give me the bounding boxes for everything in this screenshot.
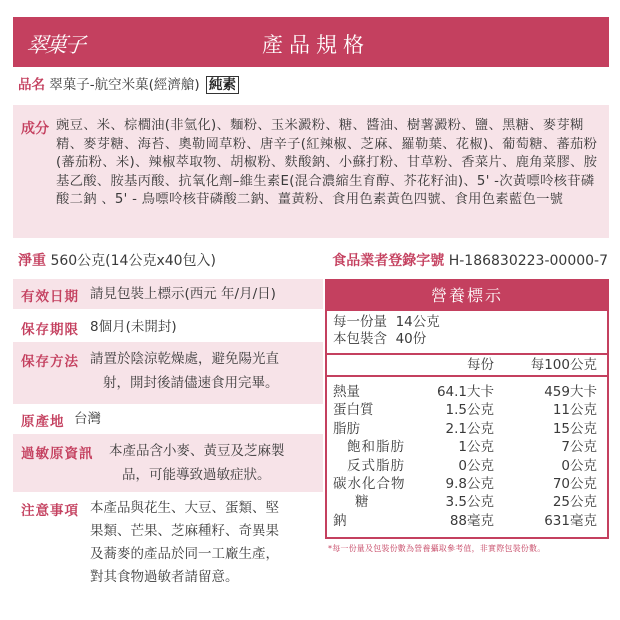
nutrition-column-headers <box>327 355 607 377</box>
info-expiry <box>13 279 323 309</box>
shelf-life-value: 8個月(未開封) <box>90 319 177 335</box>
nutrition-rows <box>327 377 607 530</box>
registration-label: 食品業者登錄字號 <box>332 253 445 269</box>
origin-value: 台灣 <box>74 411 101 427</box>
storage-line-1: 請置於陰涼乾燥處，避免陽光直 <box>90 351 279 367</box>
nutrient-name: 碳水化合物 <box>333 475 406 492</box>
allergens-line-1: 本產品含小麥、黃豆及芝麻製 <box>109 443 285 459</box>
nutrient-per-100g: 15公克 <box>552 420 597 437</box>
allergens-label: 過敏原資訊 <box>21 446 94 462</box>
serving-size-row <box>333 314 601 331</box>
notes-line-2: 果類、芒果、芝麻種籽、奇異果 <box>90 523 279 539</box>
nutrient-per-100g: 0公克 <box>561 457 597 474</box>
nutrient-per-100g: 7公克 <box>561 439 597 456</box>
expiry-value: 請見包裝上標示(西元 年/月/日) <box>90 286 276 302</box>
info-storage <box>13 342 323 404</box>
info-allergens <box>13 434 323 492</box>
product-name-value: 翠菓子-航空米菓(經濟艙) <box>49 77 200 93</box>
nutrition-row-sugar <box>327 493 607 511</box>
registration-row <box>332 252 608 270</box>
ingredients-label: 成分 <box>21 121 49 137</box>
storage-label: 保存方法 <box>21 354 79 370</box>
info-notes <box>13 495 323 595</box>
serving-size-label: 每一份量 <box>333 314 387 330</box>
nutrition-row-calories <box>327 383 607 401</box>
col-per-100g: 每100公克 <box>530 357 597 373</box>
nutrition-row-trans-fat <box>327 457 607 475</box>
servings-value: 40份 <box>395 331 427 347</box>
storage-line-2: 射，開封後請儘速食用完畢。 <box>103 375 279 391</box>
nutrition-title: 營養標示 <box>327 281 607 311</box>
nutrient-per-serving: 1公克 <box>458 439 494 456</box>
registration-value: H-186830223-00000-7 <box>448 253 608 269</box>
nutrient-name: 熱量 <box>333 384 360 400</box>
allergens-line-2: 品，可能導致過敏症狀。 <box>122 467 271 483</box>
product-name-row <box>18 76 239 94</box>
nutrition-row-fat <box>327 420 607 438</box>
nutrient-per-serving: 88毫克 <box>449 512 494 529</box>
product-name-label: 品名 <box>18 77 45 93</box>
nutrient-name: 飽和脂肪 <box>347 439 405 456</box>
nutrient-per-100g: 11公克 <box>552 402 597 419</box>
nutrient-name: 糖 <box>355 494 369 511</box>
nutrition-footnote: *每一份量及包裝份數為營養攝取參考值，非實際包裝份數。 <box>328 544 546 553</box>
nutrition-row-saturated-fat <box>327 438 607 456</box>
net-weight-label: 淨重 <box>18 253 46 269</box>
nutrient-per-serving: 0公克 <box>458 457 494 474</box>
nutrient-per-100g: 70公克 <box>552 475 597 492</box>
nutrient-per-serving: 3.5公克 <box>445 494 494 511</box>
header-banner <box>13 17 609 67</box>
nutrient-name: 蛋白質 <box>333 402 374 419</box>
nutrition-row-protein <box>327 401 607 419</box>
notes-line-4: 對其食物過敏者請留意。 <box>90 569 239 585</box>
net-weight-value: 560公克(14公克x40包入) <box>50 253 217 269</box>
notes-label: 注意事項 <box>21 503 79 519</box>
nutrient-per-serving: 9.8公克 <box>445 475 494 492</box>
notes-line-3: 及蕎麥的產品於同一工廠生產， <box>90 546 279 562</box>
nutrition-row-sodium <box>327 512 607 530</box>
origin-label: 原產地 <box>21 414 65 430</box>
brand-logo: 翠菓子 <box>25 33 86 57</box>
nutrient-per-serving: 2.1公克 <box>445 420 494 437</box>
ingredients-box <box>13 105 609 238</box>
nutrient-per-serving: 1.5公克 <box>445 402 494 419</box>
servings-label: 本包裝含 <box>333 331 387 347</box>
nutrient-name: 反式脂肪 <box>347 457 405 474</box>
servings-row <box>333 331 601 348</box>
nutrient-per-100g: 25公克 <box>552 494 597 511</box>
nutrition-facts-panel <box>325 279 609 539</box>
col-per-serving: 每份 <box>467 357 494 373</box>
notes-line-1: 本產品與花生、大豆、蛋類、堅 <box>90 500 279 516</box>
nutrient-name: 鈉 <box>333 512 347 529</box>
nutrient-per-serving: 64.1大卡 <box>436 384 494 400</box>
info-origin <box>13 404 323 434</box>
nutrient-name: 脂肪 <box>333 420 360 437</box>
nutrient-per-100g: 459大卡 <box>544 384 597 400</box>
nutrition-row-carbohydrate <box>327 475 607 493</box>
nutrition-serving-info <box>327 311 607 355</box>
info-shelf-life <box>13 312 323 342</box>
expiry-label: 有效日期 <box>21 289 79 305</box>
ingredients-text: 豌豆、米、棕櫚油(非氫化)、麵粉、玉米澱粉、糖、醬油、樹薯澱粉、鹽、黑糖、麥芽糊精、麥芽糖、海苔、奧勒岡草粉、唐辛子(紅辣椒、芝麻、羅勒葉、花椒)、葡萄糖、蕃茄粉(蕃茄粉、米)、辣椒萃取物、胡椒粉、麩酸鈉、小蘇打粉、甘草粉、香菜片、鹿角菜膠、胺基乙酸、胺基丙酸、抗氧化劑–維生素E(混合濃縮生育醇、芥花籽油)、5' -次黃嘌呤核苷磷酸二鈉 、5' - 鳥嘌呤核苷磷酸二鈉、薑黃粉、食用色素黃色四號、食用色素藍色一號 <box>56 118 598 207</box>
serving-size-value: 14公克 <box>395 314 440 330</box>
shelf-life-label: 保存期限 <box>21 322 79 338</box>
net-weight-row <box>18 252 216 270</box>
vegan-badge: 純素 <box>206 76 239 94</box>
nutrient-per-100g: 631毫克 <box>544 512 597 529</box>
page-title: 產品規格 <box>262 33 370 57</box>
